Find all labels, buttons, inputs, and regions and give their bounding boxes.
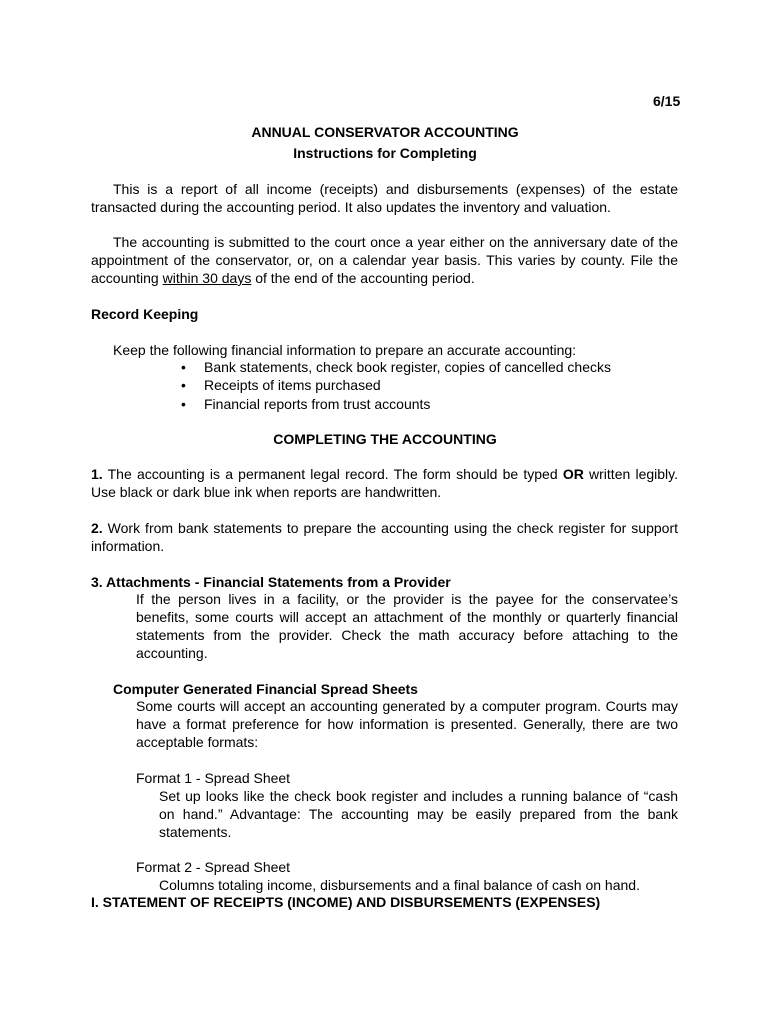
- format-2-text: Columns totaling income, disbursements and a final balance of cash on hand.: [159, 877, 640, 893]
- item-1: [91, 465, 678, 501]
- bullet-icon: •: [181, 377, 186, 393]
- spread-sheets-heading: Computer Generated Financial Spread Sheets: [113, 681, 418, 697]
- document-subtitle: Instructions for Completing: [293, 145, 477, 161]
- item-number: 1.: [91, 466, 103, 482]
- item-1-text: The accounting is a permanent legal record. The form should be typed: [102, 466, 563, 482]
- format-1-title: Format 1 - Spread Sheet: [136, 770, 291, 786]
- intro-p2-tail: of the end of the accounting period.: [251, 270, 475, 286]
- item-3-text: If the person lives in a facility, or the provider is the payee for the conservatee’s benefits, some courts will accept an attachment of the monthly or quarterly financial statements from the provider. Check the math accuracy before attaching to the accounting.: [136, 591, 678, 661]
- format-1-text: Set up looks like the check book register and includes a running balance of “cash on hand.” Advantage: The accounting may be easily prepared from the bank statements.: [159, 788, 678, 840]
- intro-p2-text: The accounting is submitted to the court once a year either on the anniversary date of the appointment of the conservator, or, on a calendar year basis. This varies by county. File the accounting: [91, 234, 678, 286]
- document-title: ANNUAL CONSERVATOR ACCOUNTING: [251, 124, 519, 140]
- bullet-item: Bank statements, check book register, copies of cancelled checks: [204, 359, 611, 375]
- spread-sheets-text: Some courts will accept an accounting generated by a computer program. Courts may have a format preference for how information is presented. Generally, there are two acceptable formats:: [136, 698, 678, 750]
- item-1-tail: written legibly. Use black or dark blue ink when reports are handwritten.: [91, 466, 679, 500]
- section-1-heading: I. STATEMENT OF RECEIPTS (INCOME) AND DISBURSEMENTS (EXPENSES): [91, 894, 601, 910]
- deadline-underlined: within 30 days: [162, 270, 252, 286]
- item-2: [91, 519, 678, 555]
- bullet-icon: •: [181, 359, 186, 375]
- format-2-title: Format 2 - Spread Sheet: [136, 859, 291, 875]
- item-2-text: Work from bank statements to prepare the accounting using the check register for support information.: [91, 520, 678, 554]
- form-id: 6/15: [653, 93, 681, 109]
- record-keeping-lead: Keep the following financial information to prepare an accurate accounting:: [113, 342, 577, 358]
- item-number: 2.: [91, 520, 103, 536]
- intro-paragraph-1: This is a report of all income (receipts) and disbursements (expenses) of the estate transacted during the accounting period. It also updates the inventory and valuation.: [91, 181, 678, 215]
- completing-heading: COMPLETING THE ACCOUNTING: [273, 431, 497, 447]
- bullet-icon: •: [181, 396, 186, 412]
- bullet-item: Financial reports from trust accounts: [204, 396, 431, 412]
- item-3-heading: 3. Attachments - Financial Statements from a Provider: [91, 574, 451, 590]
- intro-paragraph-2: [91, 233, 678, 287]
- bullet-item: Receipts of items purchased: [204, 377, 381, 393]
- record-keeping-heading: Record Keeping: [91, 306, 199, 322]
- item-1-or: OR: [562, 466, 584, 482]
